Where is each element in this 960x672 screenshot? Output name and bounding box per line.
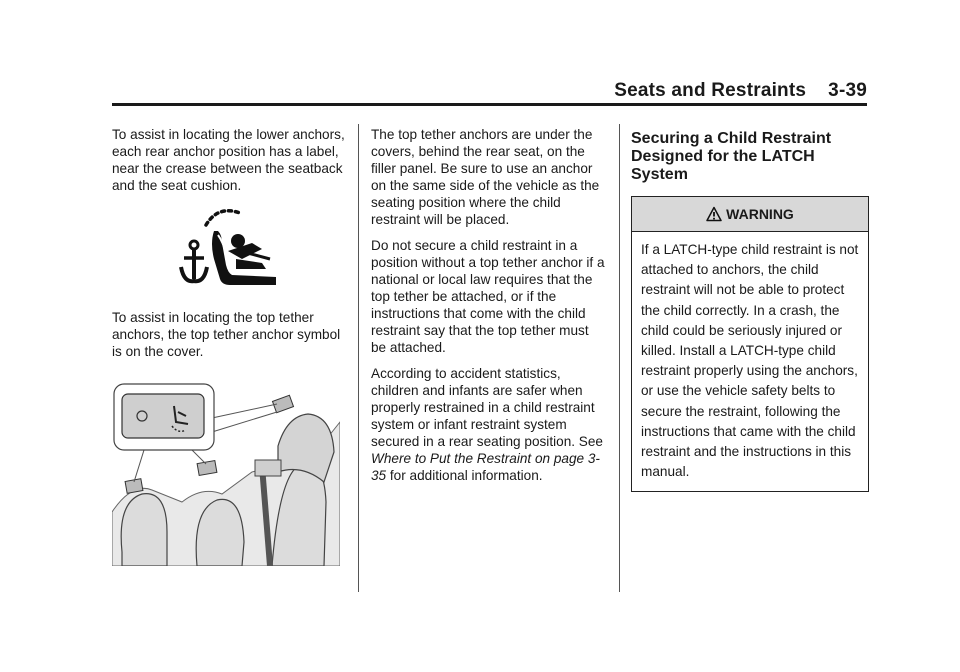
tether-location-paragraph: The top tether anchors are under the covers, behind the rear seat, on the filler panel. Be sure to use an anchor on the same side of the vehicle as the seating position where the child restraint will be placed. [371,127,600,227]
top-tether-paragraph: To assist in locating the top tether anchors, the top tether anchor symbol is on the cover. [112,310,341,359]
column-divider-2 [619,124,620,592]
statistics-paragraph: According to accident statistics, children and infants are safer when properly restrained in a child restraint system or infant restraint system secured in a rear seating position. See Where to Put the Restraint on page 3-35 for additional information. [371,366,603,483]
column-3 [631,126,871,492]
latch-anchor-symbol-figure [112,203,348,299]
cross-reference-link[interactable]: Where to Put the Restraint on page 3-35 [371,451,600,483]
lower-anchor-paragraph: To assist in locating the lower anchors, each rear anchor position has a label, near the crease between the seatback and the seat cushion. [112,127,345,193]
latch-section-heading: Securing a Child Restraint Designed for the LATCH System [631,130,832,183]
page-number: 3-39 [828,80,867,101]
warning-box [631,196,869,492]
tether-law-paragraph: Do not secure a child restraint in a position without a top tether anchor if a national or local law requires that the top tether be attached, or if the instructions that come with the child restraint say that the top tether must be attached. [371,238,605,355]
anchor-child-seat-icon [176,203,284,297]
warning-text: If a LATCH-type child restraint is not attached to anchors, the child restraint will not be able to protect the child correctly. In a crash, the child could be seriously injured or killed. Install a LATCH-type child restraint properly using the anchors, or use the vehicle safety belts to secure the restraint, following the instructions that came with the child restraint and the instructions in this manual. [641,242,859,480]
warning-header [632,197,868,232]
column-2 [371,126,607,493]
rear-seat-illustration [112,382,340,566]
section-title: Seats and Restraints [614,80,807,101]
warning-triangle-icon [706,206,722,222]
warning-label: WARNING [726,205,794,222]
rear-seat-tether-figure [112,382,340,566]
page-header [112,80,867,104]
column-divider-1 [358,124,359,592]
header-rule [112,103,867,106]
column-1 [112,126,348,566]
